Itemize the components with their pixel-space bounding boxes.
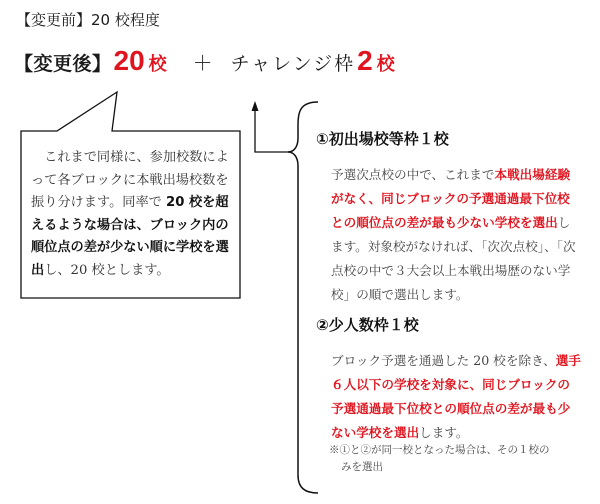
section-2-part-red: 選手６人以下の学校を対象に、同じブロックの予選通過最下位校との順位点の差が最も少ない学校を選出	[331, 353, 581, 440]
after-change-line	[14, 45, 395, 77]
before-label: 【変更前】	[16, 11, 92, 29]
footnote-line-1: ※①と②が同一校となった場合は、その１校の	[329, 444, 550, 456]
before-value: 20 校程度	[91, 11, 160, 29]
challenge-unit: 校	[376, 54, 395, 75]
callout-part: これまで同様に、参加校数によって各ブロックに本戦出場校数を振り分けます。同率で	[31, 150, 229, 210]
section-1-part: します。対象校がなければ、「次次点校」、「次点校の中で３大会以上本戦出場歴のない学校」の順で選出します。	[331, 215, 576, 302]
section-2-part: します。	[419, 425, 469, 440]
after-unit: 校	[148, 54, 167, 75]
callout-text	[31, 147, 235, 282]
section-1-part: 予選次点校の中で、これまで	[331, 167, 495, 182]
footnote	[329, 442, 594, 476]
before-change-line	[16, 9, 160, 30]
section-1-title: ①初出場校等枠１校	[316, 130, 449, 148]
section-2-title: ②少人数枠１校	[316, 316, 419, 334]
callout-part: し、20 校とします。	[44, 262, 170, 278]
footnote-line-2: みを選出	[341, 461, 383, 473]
section-1-body	[331, 163, 581, 307]
challenge-number: 2	[357, 45, 373, 76]
up-arrow-icon	[252, 101, 291, 152]
after-number: 20	[113, 45, 145, 76]
section-1-part-red: 本戦出場経験がなく、同じブロックの予選通過最下位校との順位点の差が最も少ない学校を選出	[331, 167, 571, 230]
section-2-body	[331, 349, 581, 445]
after-label: 【変更後】	[14, 53, 112, 75]
plus-sign: ＋	[192, 51, 213, 75]
challenge-label: チャレンジ枠	[230, 53, 356, 75]
section-2-part: ブロック予選を通過した 20 校を除き、	[331, 353, 556, 368]
callout-part-bold: 20 校を超えるような場合は、ブロック内の順位点の差が少ない順に学校を選出	[31, 195, 229, 278]
curly-brace	[288, 102, 318, 493]
